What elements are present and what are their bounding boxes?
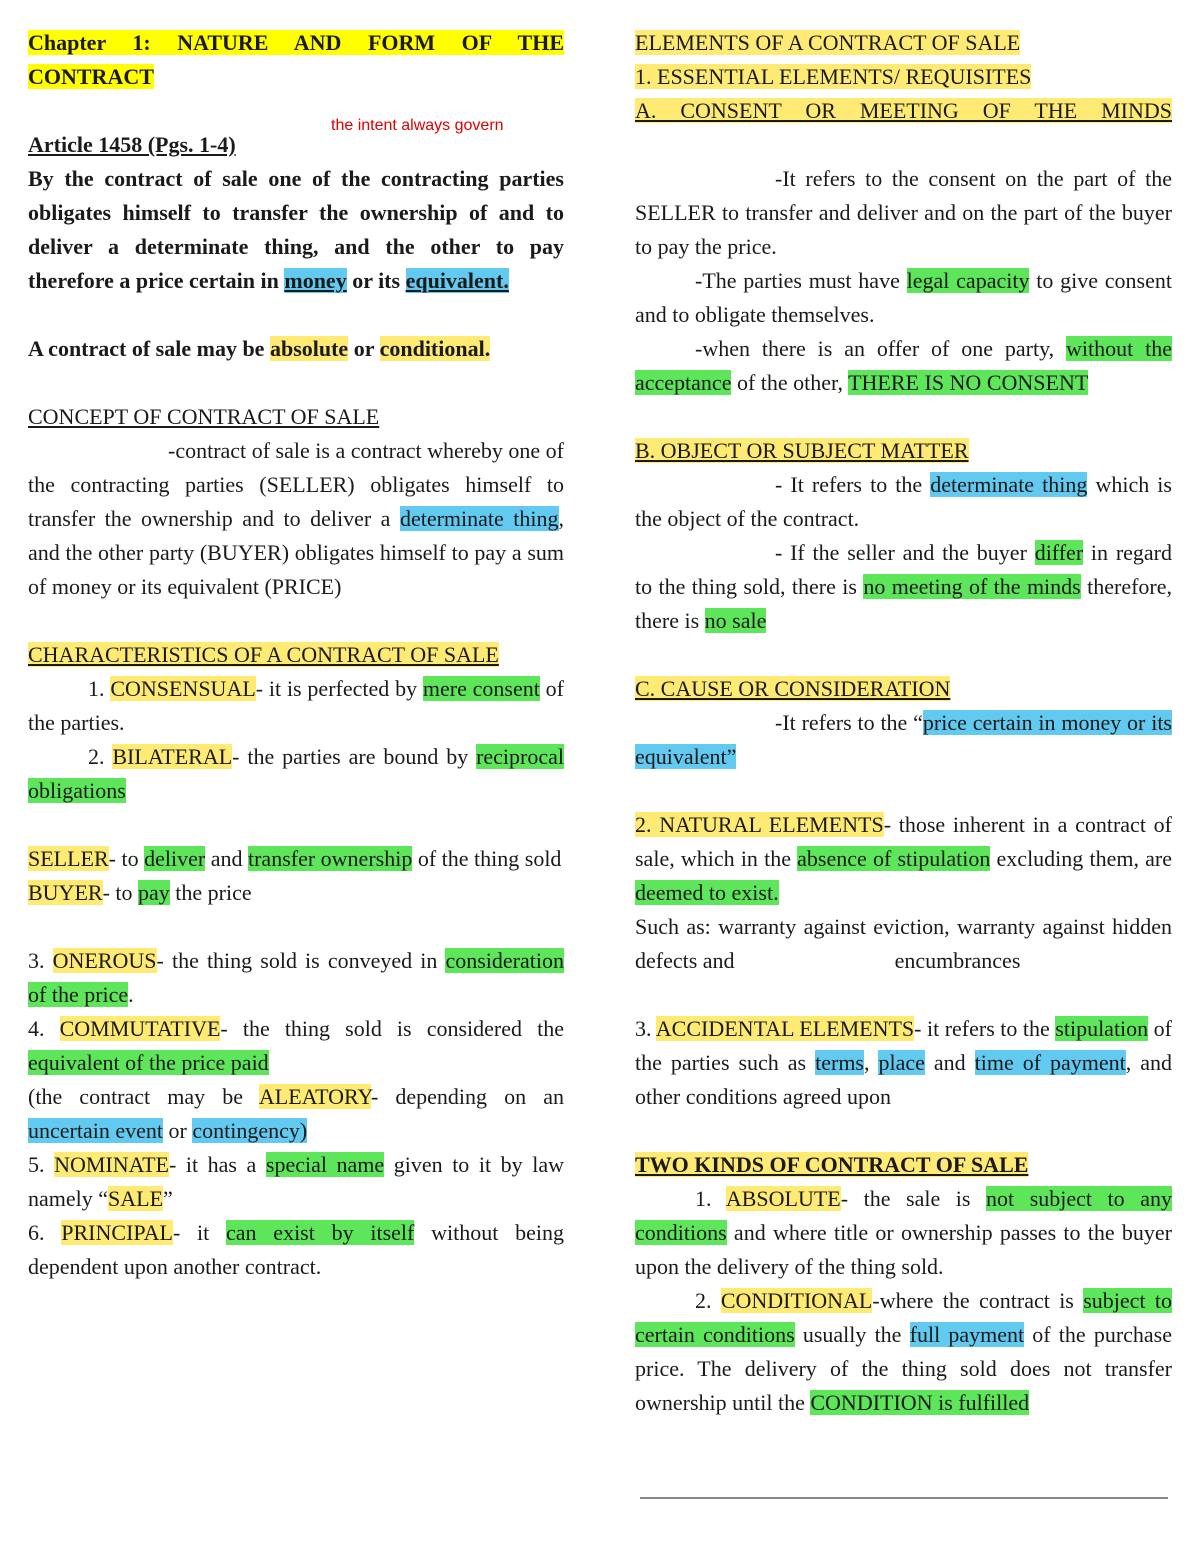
margin-note: the intent always govern	[331, 117, 504, 134]
right-column	[635, 26, 1172, 1420]
natural-elements: 2. NATURAL ELEMENTS- those inherent in a contract of sale, which in the absence of stipulation excluding them, are deemed to exist.	[635, 812, 1172, 905]
bottom-divider	[640, 1497, 1168, 1499]
article-heading: Article 1458 (Pgs. 1-4)	[28, 132, 236, 157]
characteristic-commutative: 4. COMMUTATIVE- the thing sold is considered the equivalent of the price paid	[28, 1016, 564, 1075]
object-text-1: - It refers to the determinate thing which is the object of the contract.	[635, 472, 1172, 531]
concept-text: -contract of sale is a contract whereby one of the contracting parties (SELLER) obligates himself to transfer the ownership and to deliver a determinate thing, and the other party (BUYER) obligates himself to pay a sum of money or its equivalent (PRICE)	[28, 438, 564, 599]
kind-absolute: 1. ABSOLUTE- the sale is not subject to any conditions and where title or ownership passes to the buyer upon the delivery of the thing sold.	[635, 1186, 1172, 1279]
object-text-2: - If the seller and the buyer differ in regard to the thing sold, there is no meeting of the minds therefore, there is no sale	[635, 540, 1173, 633]
characteristic-onerous: 3. ONEROUS- the thing sold is conveyed in consideration of the price.	[28, 948, 564, 1007]
consent-text-2: -The parties must have legal capacity to give consent and to obligate themselves.	[635, 268, 1172, 327]
consent-heading: A. CONSENT OR MEETING OF THE MINDS	[635, 98, 1172, 123]
characteristics-heading: CHARACTERISTICS OF A CONTRACT OF SALE	[28, 642, 499, 667]
essential-elements: 1. ESSENTIAL ELEMENTS/ REQUISITES	[635, 64, 1032, 89]
two-kinds-heading: TWO KINDS OF CONTRACT OF SALE	[635, 1152, 1029, 1177]
buyer-obligation: BUYER- to pay the price	[28, 880, 252, 905]
aleatory-note: (the contract may be ALEATORY- depending on an uncertain event or contingency)	[28, 1084, 564, 1143]
cause-text: -It refers to the “price certain in money or its equivalent”	[635, 710, 1172, 769]
object-heading: B. OBJECT OR SUBJECT MATTER	[635, 438, 969, 463]
seller-obligation: SELLER- to deliver and transfer ownership of the thing sold	[28, 846, 562, 871]
consent-text-3: -when there is an offer of one party, without the acceptance of the other, THERE IS NO CONSENT	[635, 336, 1172, 395]
accidental-elements: 3. ACCIDENTAL ELEMENTS- it refers to the stipulation of the parties such as terms, place and time of payment, and other conditions agreed upon	[635, 1016, 1173, 1109]
concept-heading: CONCEPT OF CONTRACT OF SALE	[28, 404, 380, 429]
natural-examples: Such as: warranty against eviction, warranty against hidden defects and encumbrances	[635, 914, 1172, 973]
characteristic-bilateral: 2. BILATERAL- the parties are bound by reciprocal obligations	[28, 744, 565, 803]
elements-heading: ELEMENTS OF A CONTRACT OF SALE	[635, 30, 1021, 55]
kind-conditional: 2. CONDITIONAL-where the contract is subject to certain conditions usually the full payment of the purchase price. The delivery of the thing sold does not transfer ownership until the CONDITION is fulfilled	[635, 1288, 1172, 1415]
chapter-title: Chapter 1: NATURE AND FORM OF THE CONTRACT	[28, 30, 564, 89]
article-text: By the contract of sale one of the contracting parties obligates himself to transfer the ownership of and to deliver a determinate thing, and the other to pay therefore a price certain in money or its equivalent.	[28, 166, 564, 293]
characteristic-nominate: 5. NOMINATE- it has a special name given to it by law namely “SALE”	[28, 1152, 564, 1211]
left-column	[28, 26, 564, 1284]
characteristic-consensual: 1. CONSENSUAL- it is perfected by mere consent of the parties.	[28, 676, 564, 735]
consent-text-1: -It refers to the consent on the part of the SELLER to transfer and deliver and on the part of the buyer to pay the price.	[635, 166, 1172, 259]
characteristic-principal: 6. PRINCIPAL- it can exist by itself without being dependent upon another contract.	[28, 1220, 564, 1279]
absolute-conditional: A contract of sale may be absolute or conditional.	[28, 336, 491, 361]
cause-heading: C. CAUSE OR CONSIDERATION	[635, 676, 951, 701]
